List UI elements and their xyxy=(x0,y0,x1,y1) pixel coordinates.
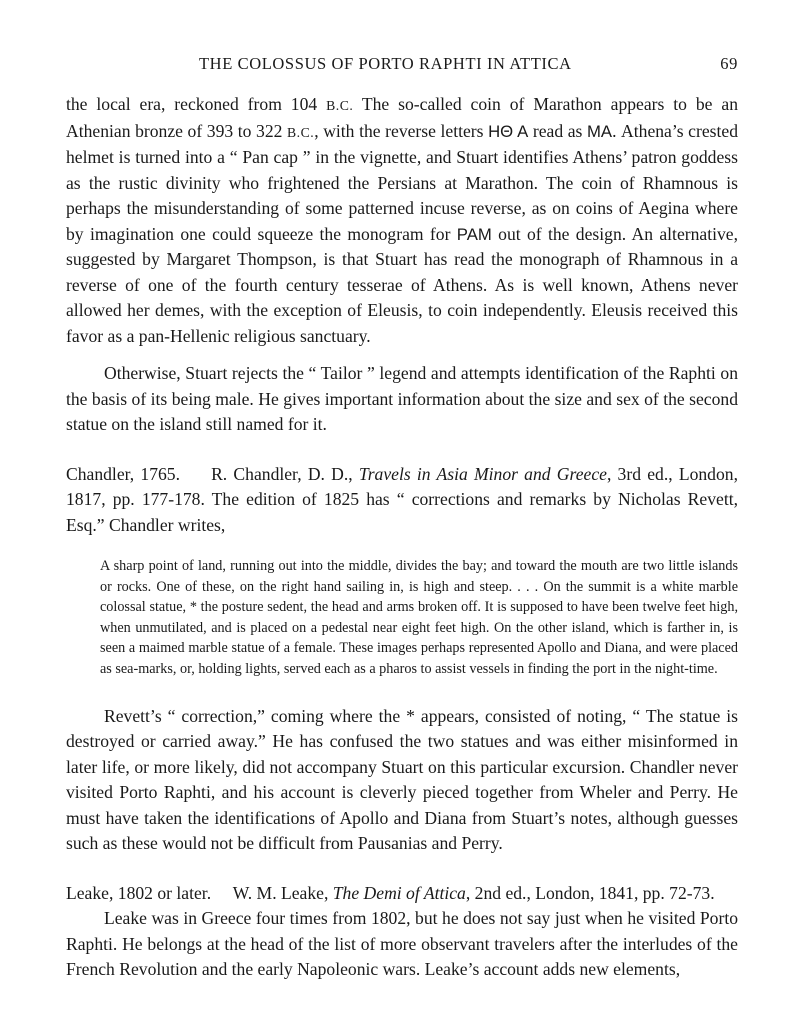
page-number: 69 xyxy=(720,54,738,73)
era-abbrev: B.C. xyxy=(287,124,315,140)
book-title: The Demi of Attica xyxy=(332,882,466,903)
paragraph-revett: Revett’s “ correction,” coming where the * appears, consisted of noting, “ The statue is destroyed or carried away.” He has confused the two statues and was either misinformed in later life, or more likely, did not accompany Stuart on this particular excursion. Chandler never visited Porto Raphti, and his account is cleverly pieced together from Wheler and Perry. He must have taken the identifications of Apollo and Diana from Stuart’s notes, although guesses such as these would not be difficult from Pausanias and Perry. xyxy=(66,705,738,854)
running-title: THE COLOSSUS OF PORTO RAPHTI IN ATTICA xyxy=(199,54,572,73)
greek-letters: ΜΑ xyxy=(586,121,613,141)
page-body xyxy=(66,92,738,983)
citation-leake: Leake, 1802 or later. W. M. Leake, The Demi of Attica, 2nd ed., London, 1841, pp. 72-73. xyxy=(66,882,715,903)
era-abbrev: B.C. xyxy=(326,98,354,113)
citation-chandler: Chandler, 1765. R. Chandler, D. D., Travels in Asia Minor and Greece, 3rd ed., London, 1817, pp. 177-178. The edition of 1825 has “ corrections and remarks by Nicholas Revett, Esq.” Chandler writes, xyxy=(66,463,738,535)
block-quote-chandler: A sharp point of land, running out into the middle, divides the bay; and toward the mouth are two little islands or rocks. One of these, on the right hand sailing in, is high and steep. . . . On the summit is a white marble colossal statue, * the posture sedent, the head and arms broken off. It is supposed to have been twelve feet high, when unmutilated, and is placed on a pedestal near eight feet high. On the other island, which is farther in, is seen a maimed marble statue of a female. These images perhaps represented Apollo and Diana, and were placed as sea-marks, or, holding lights, served each as a pharos to assist vessels in finding the port in the night-time. xyxy=(100,558,738,677)
paragraph-leake: Leake was in Greece four times from 1802, but he does not say just when he visited Porto Raphti. He belongs at the head of the list of more observant travelers after the interludes of the French Revolution and the early Napoleonic wars. Leake’s account adds new elements, xyxy=(66,908,738,980)
paragraph-coins: the local era, reckoned from 104 B.C. The so-called coin of Marathon appears to be an Athenian bronze of 393 to 322 B.C., with the reverse letters ΗΘ Α read as ΜΑ. Athena’s crested helmet is turned into a “ Pan cap ” in the vignette, and Stuart identifies Athens’ patron goddess as the rustic divinity who frightened the Persians at Marathon. The coin of Rhamnous is perhaps the misunderstanding of some patterned incuse reverse, as on coins of Aegina where by imagination one could squeeze the monogram for ΡΑΜ out of the design. An alternative, suggested by Margaret Thompson, is that Stuart has read the monograph of Rhamnous in a reverse of one of the fourth century tesserae of Athens. As is well known, Athens never allowed her demes, with the exception of Eleusis, to coin independently. Eleusis received this favor as a pan-Hellenic religious sanctuary. xyxy=(66,94,739,346)
book-title: Travels in Asia Minor and Greece xyxy=(358,463,607,484)
paragraph-stuart: Otherwise, Stuart rejects the “ Tailor ” legend and attempts identification of the Raphti on the basis of its being male. He gives important information about the size and sex of the second statue on the island still named for it. xyxy=(66,363,738,434)
greek-monogram: ΡΑΜ xyxy=(456,224,492,244)
greek-letters: ΗΘ Α xyxy=(488,121,529,141)
